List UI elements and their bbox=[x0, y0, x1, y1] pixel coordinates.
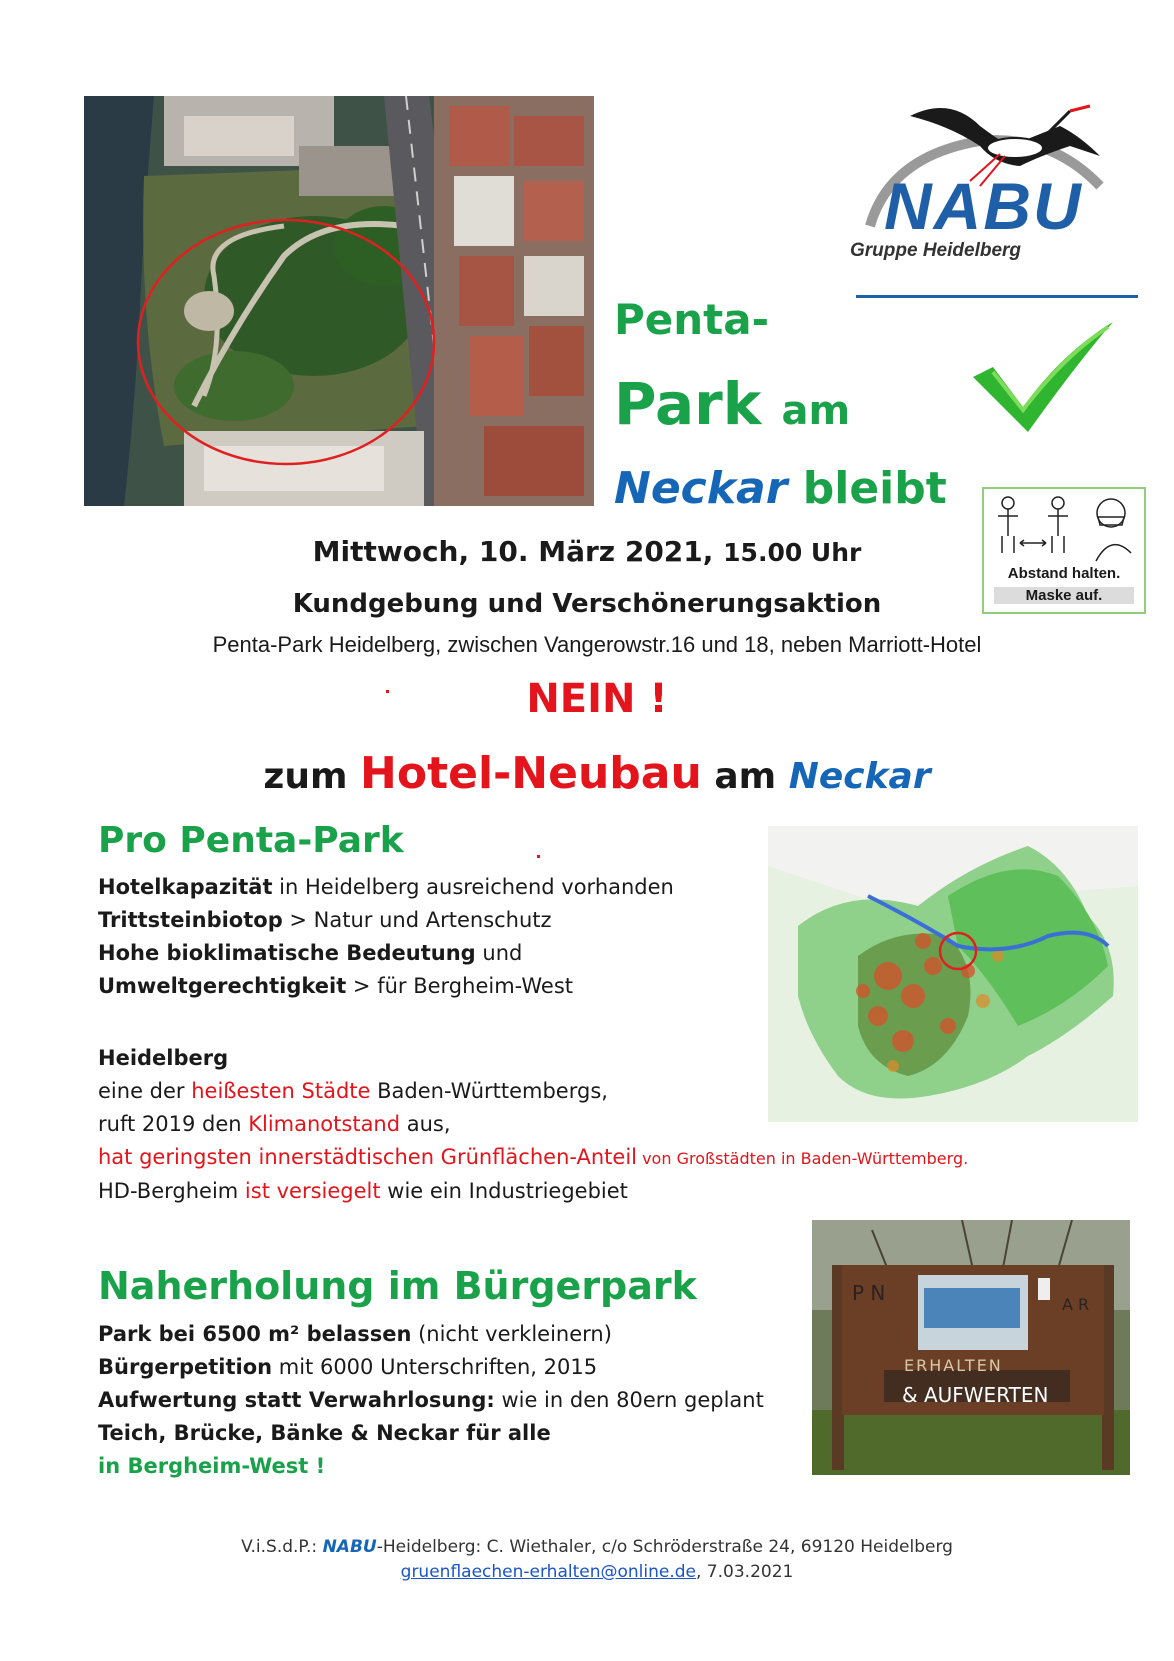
pro-item-bold: Trittsteinbiotop bbox=[98, 908, 283, 932]
pro-list bbox=[98, 871, 674, 1003]
footer-date: , 7.03.2021 bbox=[696, 1562, 794, 1582]
naherholung-item bbox=[98, 1417, 764, 1450]
event-title: Kundgebung und Verschönerungsaktion bbox=[292, 589, 882, 619]
event-time: 15.00 Uhr bbox=[723, 538, 862, 567]
sign-letters: P N bbox=[852, 1281, 886, 1305]
am-text: am bbox=[714, 756, 777, 797]
highlight-text: Klimanotstand bbox=[248, 1112, 401, 1136]
footer-prefix: V.i.S.d.P.: bbox=[241, 1537, 323, 1557]
aerial-photo-graphic bbox=[84, 96, 594, 506]
pro-item bbox=[98, 904, 674, 937]
nein-heading: NEIN ! bbox=[526, 676, 668, 722]
neckar-text: Neckar bbox=[788, 756, 931, 797]
logo-divider bbox=[856, 295, 1138, 298]
nabu-logo bbox=[850, 76, 1140, 301]
pro-item-text: > für Bergheim-West bbox=[346, 974, 574, 998]
sign-erhalten-text: ERHALTEN bbox=[904, 1356, 1003, 1375]
distance-text: Abstand halten. bbox=[1007, 565, 1121, 582]
sign-letters: A R bbox=[1062, 1295, 1090, 1314]
heidelberg-title: Heidelberg bbox=[98, 1046, 229, 1070]
highlight-small-text: von Großstädten in Baden-Württemberg. bbox=[637, 1149, 969, 1168]
text: Baden-Württembergs, bbox=[370, 1079, 608, 1103]
naherholung-item bbox=[98, 1351, 764, 1384]
sign-aufwerten-text: & AUFWERTEN bbox=[902, 1383, 1049, 1407]
pro-item-text: und bbox=[475, 941, 523, 965]
naherholung-item-text: mit 6000 Unterschriften, 2015 bbox=[272, 1355, 598, 1379]
text: eine der bbox=[98, 1079, 192, 1103]
naherholung-list bbox=[98, 1318, 764, 1483]
pro-item-bold: Hotelkapazität bbox=[98, 875, 273, 899]
pro-item-bold: Hohe bioklimatische Bedeutung bbox=[98, 941, 476, 965]
event-location: Penta-Park Heidelberg, zwischen Vangerowstr.16 und 18, neben Marriott-Hotel bbox=[212, 632, 982, 657]
naherholung-item-bold: Park bei 6500 m² belassen bbox=[98, 1322, 412, 1346]
pro-item bbox=[98, 970, 674, 1003]
naherholung-item-bold: Aufwertung statt Verwahrlosung: bbox=[98, 1388, 495, 1412]
pro-item bbox=[98, 871, 674, 904]
pro-item-text: > Natur und Artenschutz bbox=[282, 908, 552, 932]
heidelberg-map-graphic bbox=[768, 826, 1138, 1122]
headline-line-2 bbox=[614, 370, 850, 438]
naherholung-item-bold: Teich, Brücke, Bänke & Neckar für alle bbox=[98, 1421, 551, 1445]
park-sign-graphic bbox=[812, 1220, 1130, 1475]
mask-text: Maske auf. bbox=[994, 587, 1135, 604]
text: ruft 2019 den bbox=[98, 1112, 249, 1136]
checkmark-icon bbox=[968, 322, 1118, 434]
text: HD-Bergheim bbox=[98, 1179, 245, 1203]
naherholung-item bbox=[98, 1318, 764, 1351]
naherholung-title: Naherholung im Bürgerpark bbox=[98, 1264, 697, 1308]
naherholung-item-text: (nicht verkleinern) bbox=[411, 1322, 612, 1346]
headline-line-1: Penta- bbox=[614, 295, 770, 344]
footer-contact bbox=[0, 1562, 1174, 1582]
heidelberg-map bbox=[768, 826, 1138, 1122]
highlight-text: heißesten Städte bbox=[191, 1079, 371, 1103]
headline-am: am bbox=[781, 388, 851, 434]
headline-park: Park bbox=[614, 370, 762, 438]
text: aus, bbox=[400, 1112, 451, 1136]
headline-line-3 bbox=[614, 463, 947, 514]
logo-group-text: Gruppe Heidelberg bbox=[850, 240, 1022, 261]
highlight-text: hat geringsten innerstädtischen Grünflächen-Anteil bbox=[98, 1145, 637, 1169]
headline-bleibt: bleibt bbox=[802, 463, 947, 514]
heidelberg-line bbox=[98, 1175, 968, 1208]
pro-item bbox=[98, 937, 674, 970]
logo-brand-text: NABU bbox=[884, 169, 1083, 243]
pro-item-text: in Heidelberg ausreichend vorhanden bbox=[272, 875, 674, 899]
park-sign-photo bbox=[812, 1220, 1130, 1475]
naherholung-item-bold: Bürgerpetition bbox=[98, 1355, 273, 1379]
headline-neckar: Neckar bbox=[614, 463, 788, 514]
footer-nabu: NABU bbox=[322, 1537, 377, 1557]
pro-section-title: Pro Penta-Park bbox=[98, 820, 404, 861]
aerial-photo bbox=[84, 96, 594, 506]
text: wie ein Industriegebiet bbox=[380, 1179, 628, 1203]
hotel-neubau-text: Hotel-Neubau bbox=[360, 748, 702, 799]
footer-imprint bbox=[0, 1537, 1174, 1557]
footer-address: -Heidelberg: C. Wiethaler, c/o Schröderstraße 24, 69120 Heidelberg bbox=[376, 1537, 953, 1557]
event-date-text: Mittwoch, 10. März 2021, bbox=[312, 535, 714, 568]
footer-email-link[interactable]: gruenflaechen-erhalten@online.de bbox=[400, 1562, 696, 1582]
highlight-text: ist versiegelt bbox=[244, 1179, 381, 1203]
naherholung-closing: in Bergheim-West ! bbox=[98, 1454, 326, 1478]
heidelberg-line bbox=[98, 1141, 968, 1175]
zum-hotel-heading bbox=[0, 748, 1174, 799]
event-date bbox=[0, 535, 1174, 568]
zum-text: zum bbox=[263, 756, 348, 797]
red-dot bbox=[537, 855, 540, 858]
naherholung-item-text: wie in den 80ern geplant bbox=[494, 1388, 764, 1412]
naherholung-item bbox=[98, 1384, 764, 1417]
pro-item-bold: Umweltgerechtigkeit bbox=[98, 974, 347, 998]
